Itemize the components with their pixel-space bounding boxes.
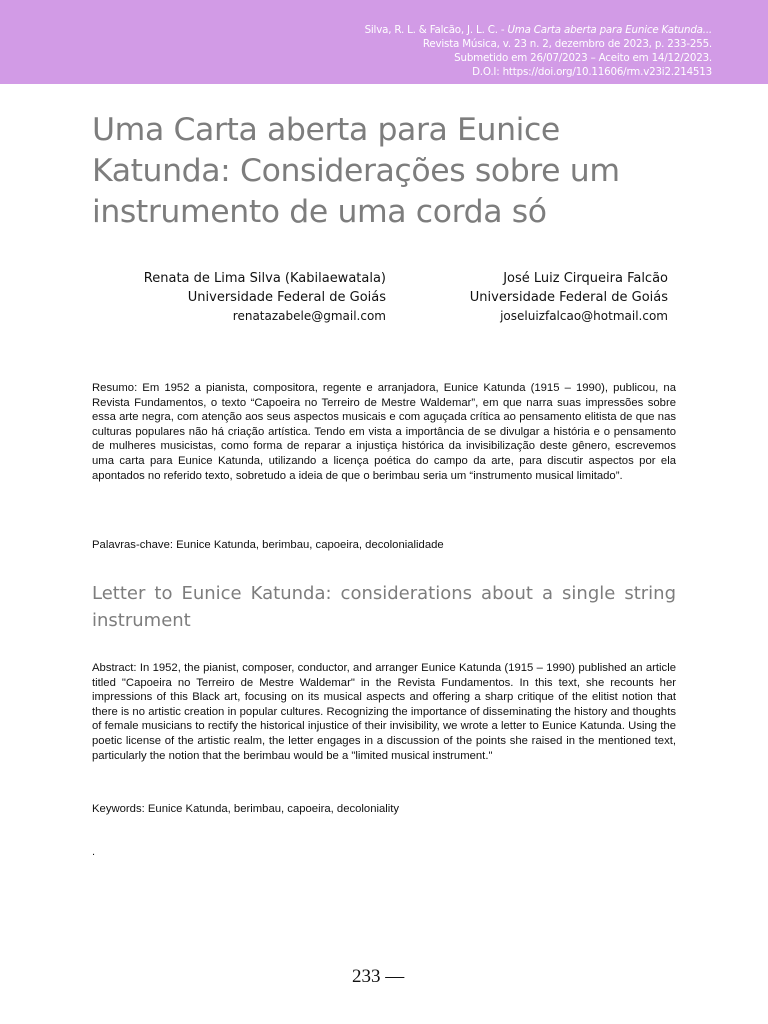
doi-line[interactable]: D.O.I: https://doi.org/10.11606/rm.v23i2.214513 xyxy=(472,66,712,78)
english-title: Letter to Eunice Katunda: considerations about a single string instrument xyxy=(92,583,676,631)
abstract-paragraph: Abstract: In 1952, the pianist, composer, conductor, and arranger Eunice Katunda (1915 – 1990) published an article titled "Capoeira no Terreiro de Mestre Waldemar" in the Revista Fundamentos. In this text, she recounts her impressions of this Black art, focusing on its musical aspects and offering a sharp critique of the elitist notion that there is no artistic creation in popular cultures. Recognizing the importance of disseminating the history and thoughts of female musicians to rectify the historical injustice of their invisibility, we wrote a letter to Eunice Katunda. Using the poetic license of the artistic realm, the letter engages in a discussion of the points she raised in the mentioned text, particularly the notion that the berimbau would be a "limited musical instrument." xyxy=(92,662,676,762)
citation-authors: Silva, R. L. & Falcão, J. L. C. - xyxy=(364,24,508,36)
author-name: Renata de Lima Silva (Kabilaewatala) xyxy=(143,271,386,286)
article-title: Uma Carta aberta para Eunice Katunda: Considerações sobre um instrumento de uma corda só xyxy=(92,112,620,230)
page-number: 233 — xyxy=(352,966,405,987)
submission-line: Submetido em 26/07/2023 – Aceito em 14/12/2023. xyxy=(454,52,712,64)
citation-header xyxy=(365,23,712,79)
citation-line xyxy=(365,23,712,37)
header-band xyxy=(0,0,768,84)
author-email[interactable]: joseluizfalcao@hotmail.com xyxy=(500,309,668,323)
author-name: José Luiz Cirqueira Falcão xyxy=(503,271,668,286)
journal-line: Revista Música, v. 23 n. 2, dezembro de 2023, p. 233-255. xyxy=(422,38,712,50)
author-email[interactable]: renatazabele@gmail.com xyxy=(232,309,386,323)
palavras-chave: Palavras-chave: Eunice Katunda, berimbau, capoeira, decolonialidade xyxy=(92,539,444,551)
keywords: Keywords: Eunice Katunda, berimbau, capoeira, decoloniality xyxy=(92,803,400,815)
author-block-2 xyxy=(470,269,668,326)
stray-mark: . xyxy=(92,846,96,858)
citation-title: Uma Carta aberta para Eunice Katunda... xyxy=(507,24,712,36)
resumo-paragraph: Resumo: Em 1952 a pianista, compositora, regente e arranjadora, Eunice Katunda (1915 – 1990), publicou, na Revista Fundamentos, o texto “Capoeira no Terreiro de Mestre Waldemar”, em que narra suas impressões sobre essa arte negra, com atenção aos seus aspectos musicais e com aguçada crítica ao pensamento elitista de que nas culturas populares não há criação artística. Tendo em vista a importância de se divulgar a história e o pensamento de mulheres musicistas, como forma de reparar a injustiça histórica da invisibilização deste gênero, escrevemos uma carta para Eunice Katunda, utilizando a licença poética do campo da arte, para discutir aspectos por ela apontados no referido texto, sobretudo a ideia de que o berimbau seria um “instrumento musical limitado”. xyxy=(92,382,676,482)
author-block-1 xyxy=(144,269,386,326)
author-affiliation: Universidade Federal de Goiás xyxy=(469,290,668,305)
author-affiliation: Universidade Federal de Goiás xyxy=(187,290,386,305)
